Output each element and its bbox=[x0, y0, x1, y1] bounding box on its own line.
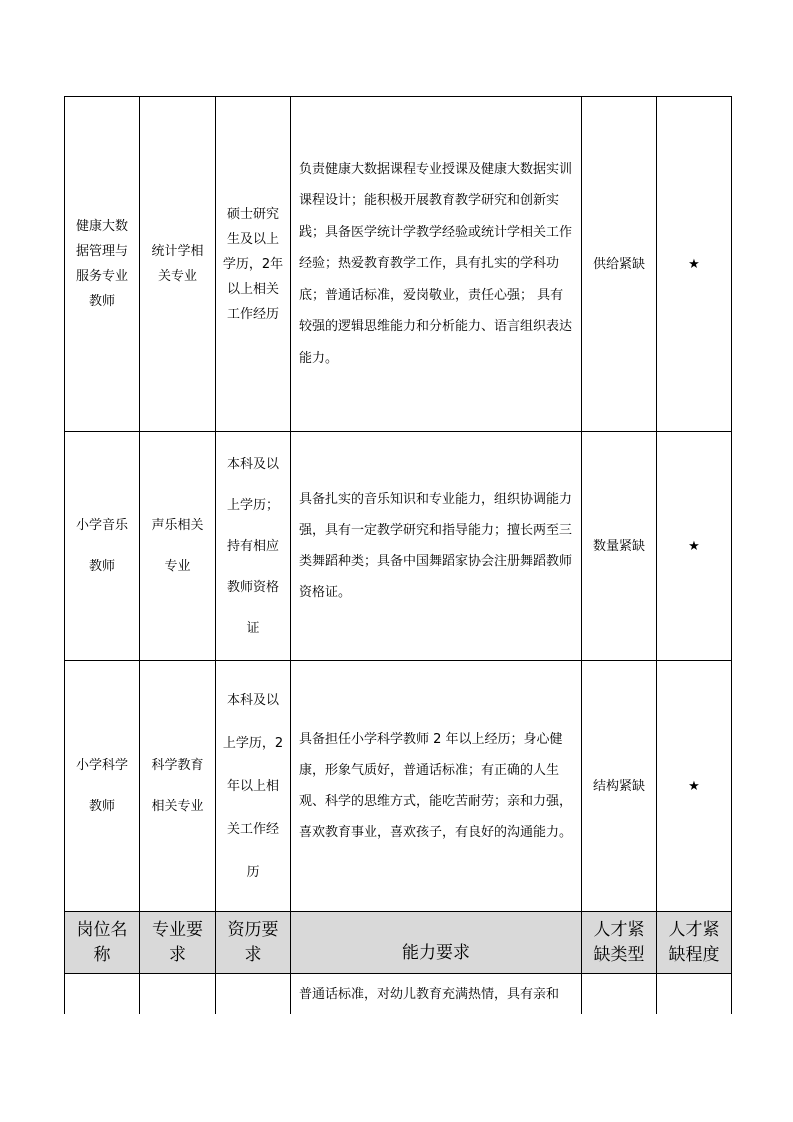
table-row bbox=[65, 661, 732, 912]
shortage-level-star: ★ bbox=[657, 661, 732, 912]
major-cell: 科学教育相关专业 bbox=[140, 661, 216, 912]
position-cell: 健康大数据管理与服务专业教师 bbox=[65, 97, 140, 432]
qualification-cell: 本科及以上学历；持有相应教师资格证 bbox=[216, 432, 291, 661]
shortage-type-cell: 结构紧缺 bbox=[582, 661, 657, 912]
qualification-cell: 硕士研究生及以上学历，2年以上相关工作经历 bbox=[216, 97, 291, 432]
header-ability: 能力要求 bbox=[291, 912, 582, 974]
header-shortage-level: 人才紧缺程度 bbox=[657, 912, 732, 974]
major-cell: 声乐相关专业 bbox=[140, 432, 216, 661]
major-cell bbox=[140, 974, 216, 1014]
shortage-type-cell: 数量紧缺 bbox=[582, 432, 657, 661]
ability-cell: 普通话标准，对幼儿教育充满热情，具有亲和 bbox=[291, 974, 582, 1014]
header-qualification: 资历要求 bbox=[216, 912, 291, 974]
talent-shortage-table bbox=[64, 96, 732, 1014]
qualification-cell bbox=[216, 974, 291, 1014]
ability-cell: 负责健康大数据课程专业授课及健康大数据实训课程设计；能积极开展教育教学研究和创新实践；具备医学统计学教学经验或统计学相关工作经验；热爱教育教学工作，具有扎实的学科功底；普通话标准，爱岗敬业，责任心强； 具有较强的逻辑思维能力和分析能力、语言组织表达能力。 bbox=[291, 97, 582, 432]
position-cell: 小学科学教师 bbox=[65, 661, 140, 912]
ability-cell: 具备担任小学科学教师 2 年以上经历；身心健康，形象气质好，普通话标准；有正确的人生 观、科学的思维方式，能吃苦耐劳；亲和力强， 喜欢教育事业，喜欢孩子，有良好的沟通能力。 bbox=[291, 661, 582, 912]
header-major: 专业要求 bbox=[140, 912, 216, 974]
table-row bbox=[65, 974, 732, 1014]
qualification-cell: 本科及以上学历，2年以上相关工作经历 bbox=[216, 661, 291, 912]
header-shortage-type: 人才紧缺类型 bbox=[582, 912, 657, 974]
header-position: 岗位名称 bbox=[65, 912, 140, 974]
table-row bbox=[65, 97, 732, 432]
shortage-level-star: ★ bbox=[657, 97, 732, 432]
shortage-level-cell bbox=[657, 974, 732, 1014]
major-cell: 统计学相关专业 bbox=[140, 97, 216, 432]
shortage-type-cell: 供给紧缺 bbox=[582, 97, 657, 432]
ability-cell: 具备扎实的音乐知识和专业能力，组织协调能力强，具有一定教学研究和指导能力；擅长两至三类舞蹈种类；具备中国舞蹈家协会注册舞蹈教师资格证。 bbox=[291, 432, 582, 661]
position-cell: 小学音乐教师 bbox=[65, 432, 140, 661]
table-row bbox=[65, 432, 732, 661]
position-cell bbox=[65, 974, 140, 1014]
header-row bbox=[65, 912, 732, 974]
shortage-level-star: ★ bbox=[657, 432, 732, 661]
shortage-type-cell bbox=[582, 974, 657, 1014]
